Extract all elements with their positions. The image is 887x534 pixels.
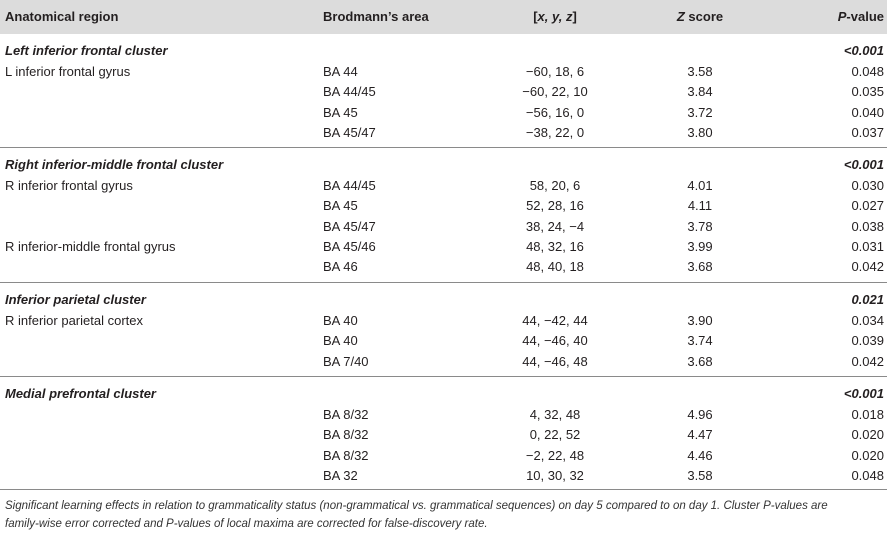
row-p-value: 0.030 [851,178,884,193]
cluster-name: Right inferior-middle frontal cluster [5,157,224,172]
row-coordinates: 48, 32, 16 [526,239,584,254]
row-anatomical-region: R inferior parietal cortex [5,313,143,328]
row-anatomical-region: L inferior frontal gyrus [5,64,131,79]
row-brodmann-area: BA 45/47 [323,219,376,234]
row-p-value: 0.040 [851,105,884,120]
row-anatomical-region: R inferior-middle frontal gyrus [5,239,176,254]
cluster-divider [0,376,887,377]
row-coordinates: −60, 18, 6 [525,64,585,79]
row-brodmann-area: BA 8/32 [323,448,369,463]
row-z-score: 3.58 [687,64,713,79]
coord-close-bracket: ] [572,9,577,24]
row-p-value: 0.048 [851,64,884,79]
cluster-p-value: <0.001 [843,157,884,172]
row-brodmann-area: BA 40 [323,333,358,348]
row-brodmann-area: BA 44/45 [323,178,376,193]
row-coordinates: 52, 28, 16 [526,198,584,213]
row-z-score: 3.90 [687,313,713,328]
row-coordinates: −38, 22, 0 [525,125,585,140]
row-p-value: 0.038 [851,219,884,234]
cluster-name: Medial prefrontal cluster [5,386,156,401]
row-z-score: 4.01 [687,178,713,193]
header-p-value [838,9,884,25]
row-brodmann-area: BA 44 [323,64,358,79]
header-anatomical-region: Anatomical region [5,9,119,24]
row-p-value: 0.020 [851,448,884,463]
row-coordinates: 44, −42, 44 [522,313,588,328]
row-brodmann-area: BA 46 [323,259,358,274]
row-coordinates: −2, 22, 48 [525,448,585,463]
row-p-value: 0.035 [851,84,884,99]
row-p-value: 0.020 [851,427,884,442]
row-z-score: 3.80 [687,125,713,140]
row-p-value: 0.042 [851,259,884,274]
row-coordinates: −56, 16, 0 [525,105,585,120]
table-bottom-rule [0,489,887,490]
row-brodmann-area: BA 7/40 [323,354,369,369]
row-anatomical-region: R inferior frontal gyrus [5,178,133,193]
row-coordinates: 0, 22, 52 [529,427,581,442]
row-p-value: 0.034 [851,313,884,328]
footnote-line-2: family-wise error corrected and P-values of local maxima are corrected for false-discovery rate. [5,518,488,530]
row-z-score: 4.11 [687,198,713,213]
cluster-p-value: <0.001 [843,386,884,401]
row-z-score: 3.72 [687,105,713,120]
row-coordinates: 48, 40, 18 [526,259,584,274]
row-brodmann-area: BA 45/47 [323,125,376,140]
row-z-score: 4.46 [687,448,713,463]
header-z-score [655,9,745,25]
row-z-score: 3.74 [687,333,713,348]
z-var: Z [676,9,685,24]
row-coordinates: −60, 22, 10 [522,84,588,99]
coord-open-bracket: [ [533,9,538,24]
p-var: P [837,9,847,24]
row-p-value: 0.048 [851,468,884,483]
row-coordinates: 10, 30, 32 [526,468,584,483]
row-z-score: 3.58 [687,468,713,483]
cluster-name: Left inferior frontal cluster [5,43,168,58]
row-brodmann-area: BA 8/32 [323,407,369,422]
row-p-value: 0.042 [851,354,884,369]
cluster-p-value: <0.001 [843,43,884,58]
row-z-score: 3.99 [687,239,713,254]
row-brodmann-area: BA 45 [323,105,358,120]
coord-vars: x, y, z [537,9,573,24]
row-p-value: 0.027 [851,198,884,213]
table-header [0,0,887,34]
row-z-score: 4.47 [687,427,713,442]
cluster-name: Inferior parietal cluster [5,292,146,307]
header-coordinates [470,9,640,25]
z-rest: score [684,9,724,24]
row-brodmann-area: BA 45 [323,198,358,213]
row-p-value: 0.039 [851,333,884,348]
row-coordinates: 38, 24, −4 [525,219,585,234]
row-brodmann-area: BA 40 [323,313,358,328]
row-z-score: 3.68 [687,354,713,369]
cluster-divider [0,147,887,148]
row-coordinates: 44, −46, 40 [522,333,588,348]
row-coordinates: 4, 32, 48 [529,407,581,422]
row-z-score: 4.96 [687,407,713,422]
header-brodmann-area: Brodmann’s area [323,9,429,24]
row-p-value: 0.037 [851,125,884,140]
p-rest: -value [846,9,884,24]
row-brodmann-area: BA 44/45 [323,84,376,99]
row-p-value: 0.031 [851,239,884,254]
row-z-score: 3.78 [687,219,713,234]
row-z-score: 3.68 [687,259,713,274]
row-p-value: 0.018 [851,407,884,422]
row-brodmann-area: BA 8/32 [323,427,369,442]
cluster-divider [0,282,887,283]
footnote-line-1: Significant learning effects in relation to grammaticality status (non-grammatical vs. grammatical sequences) on day 5 compared to on day 1. Cluster P-values are [5,500,828,512]
row-brodmann-area: BA 32 [323,468,358,483]
table-footnote [5,497,885,533]
cluster-p-value: 0.021 [851,292,884,307]
row-z-score: 3.84 [687,84,713,99]
row-coordinates: 44, −46, 48 [522,354,588,369]
row-brodmann-area: BA 45/46 [323,239,376,254]
row-coordinates: 58, 20, 6 [529,178,581,193]
